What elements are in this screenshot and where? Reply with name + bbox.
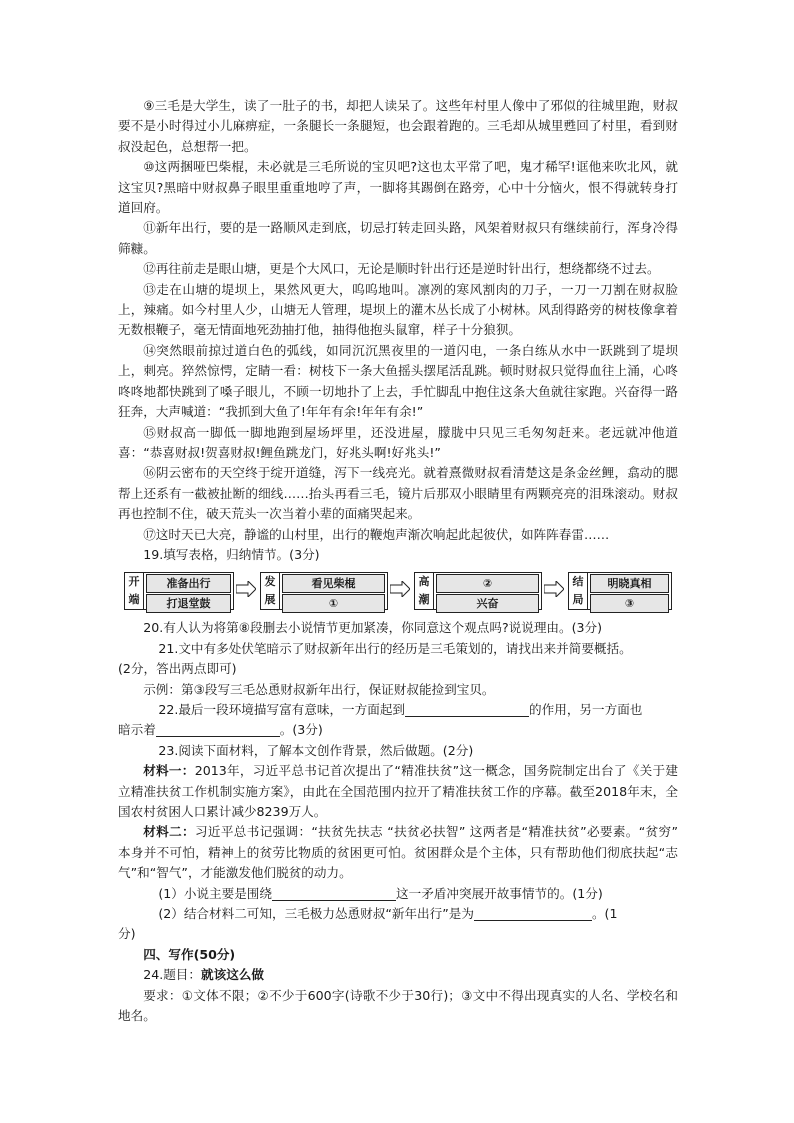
flow-cell: 看见柴棍 [282, 574, 385, 593]
plot-flow-chart [124, 568, 670, 614]
arrow-right-icon [390, 581, 410, 597]
answer-blank[interactable] [156, 722, 280, 737]
question-23-1-text-1: (1）小说主要是围绕 [158, 885, 272, 901]
question-23-1-text-2: 这一矛盾冲突展开故事情节的。(1分) [396, 885, 603, 901]
flow-cell-blank-1: ① [282, 594, 385, 613]
question-22-text-1: 22.最后一段环境描写富有意味，一方面起到 [158, 701, 406, 717]
flow-label-top: 高 [418, 575, 430, 589]
material-1-label: 材料一： [143, 763, 195, 779]
paragraph-13: ⑬走在山塘的堤坝上，果然风更大，呜呜地叫。凛冽的寒风割肉的刀子，一刀一刀割在财叔脸上，辣痛。如今村里人少，山塘无人管理，堤坝上的灌木丛长成了小树林。风刮得路旁的树枝像拿着无数根鞭子，毫无情面地死劲抽打他，抽得他抱头鼠窜，样子十分狼狈。 [118, 281, 678, 338]
arrow-right-icon [236, 581, 256, 597]
paragraph-14: ⑭突然眼前掠过道白色的弧线，如同沉沉黑夜里的一道闪电，一条白练从水中一跃跳到了堤坝上，刺亮。猝然惊愕，定睛一看：树枝下一条大鱼摇头摆尾活乱跳。顿时财叔只觉得血往上涌，心咚咚咚地都快跳到了嗓子眼儿，不顾一切地扑了上去，手忙脚乱中抱住这条大鱼就往家跑。兴奋得一路狂奔，大声喊道：“我抓到大鱼了!年年有余!年年有余!” [118, 342, 678, 420]
answer-blank[interactable] [272, 886, 396, 901]
question-21-points: (2分，答出两点即可) [118, 661, 237, 677]
question-23-1 [118, 884, 678, 904]
material-1 [118, 761, 678, 822]
arrow-right-icon [544, 581, 564, 597]
question-22-text-3: 暗示着 [118, 722, 156, 738]
question-23-2-text-2: 。(1 [591, 906, 618, 922]
question-24-label: 24.题目： [143, 967, 201, 983]
paragraph-17: ⑰这时天已大亮，静谧的山村里，出行的鞭炮声渐次响起此起彼伏，如阵阵春雷…… [143, 526, 610, 542]
essay-title: 就该这么做 [201, 967, 264, 983]
question-23-2-text-1: (2）结合材料二可知，三毛极力怂恿财叔“新年出行”是为 [158, 906, 474, 922]
flow-label-top: 结 [572, 575, 584, 589]
paragraph-16: ⑯阴云密布的天空终于绽开道缝，泻下一线亮光。就着熹微财叔看清楚这是条金丝鲤，翕动的腮帮上还系有一截被扯断的细线……抬头再看三毛，镜片后那双小眼睛里有两颗亮亮的泪珠滚动。财叔再也控制不住，破天荒头一次当着小辈的面痛哭起来。 [118, 465, 678, 522]
material-1-text: 2013年，习近平总书记首次提出了“精准扶贫”这一概念，国务院制定出台了《关于建立精准扶贫工作机制实施方案》，由此在全国范围内拉开了精准扶贫工作的序幕。截至2018年末，全国农村贫困人口累计减少8239万人。 [118, 763, 679, 819]
answer-blank[interactable] [474, 906, 592, 921]
exam-page [118, 96, 678, 1026]
question-21-example: 示例：第③段写三毛怂恿财叔新年出行，保证财叔能捡到宝贝。 [143, 681, 495, 697]
paragraph-11: ⑪新年出行，要的是一路顺风走到底，切忌打转走回头路，风架着财叔只有继续前行，浑身冷得筛糠。 [118, 220, 678, 256]
material-2 [118, 822, 678, 883]
question-22-cont [118, 720, 678, 740]
question-22-text-4: 。(3分) [279, 722, 323, 738]
material-2-text: 习近平总书记强调：“扶贫先扶志 “扶贫必扶智” 这两者是“精准扶贫”必要素。“贫穷” 本身并不可怕，精神上的贫劳比物质的贫困更可怕。贫困群众是个主体，只有帮助他们彻底扶起“志气”和“智气”，才能激发他们脱贫的动力。 [118, 824, 679, 881]
flow-cell: 兴奋 [436, 594, 539, 613]
flow-group-development [260, 572, 388, 610]
question-21: 21.文中有多处伏笔暗示了财叔新年出行的经历是三毛策划的，请找出来并简要概括。 [158, 640, 632, 656]
flow-cell-blank-2: ② [436, 574, 539, 593]
question-24 [118, 965, 678, 985]
question-23-2-cont: 分) [118, 926, 136, 942]
paragraph-15: ⑮财叔高一脚低一脚地跑到屋场坪里，还没进屋，朦胧中只见三毛匆匆赶来。老远就冲他道喜：“恭喜财叔!贺喜财叔!鲤鱼跳龙门，好兆头啊!好兆头!” [118, 424, 678, 460]
section-writing-heading: 四、写作(50分) [143, 946, 236, 962]
material-2-label: 材料二： [143, 824, 195, 840]
question-20: 20.有人认为将第⑧段删去小说情节更加紧凑，你同意这个观点吗?说说理由。(3分) [143, 620, 603, 636]
flow-label-bottom: 潮 [418, 593, 430, 607]
question-19: 19.填写表格，归纳情节。(3分) [143, 546, 320, 562]
flow-cell-blank-3: ③ [590, 594, 669, 613]
paragraph-12: ⑫再往前走是眼山塘，更是个大风口，无论是顺时针出行还是逆时针出行，想绕都绕不过去。 [143, 261, 660, 277]
flow-label-top: 开 [128, 575, 140, 589]
flow-label-bottom: 局 [572, 593, 584, 607]
paragraph-9: ⑨三毛是大学生，读了一肚子的书，却把人读呆了。这些年村里人像中了邪似的往城里跑，财叔要不是小时得过小儿麻痹症，一条腿长一条腿短，也会跟着跑的。三毛却从城里甦回了村里，看到财叔没起色，总想帮一把。 [118, 98, 678, 154]
flow-group-opening [124, 572, 234, 610]
flow-cell: 明晓真相 [590, 574, 669, 593]
flow-label-bottom: 展 [264, 593, 276, 607]
question-22-text-2: 的作用，另一方面也 [529, 701, 643, 717]
writing-requirements: 要求：①文体不限；②不少于600字(诗歌不少于30行)；③文中不得出现真实的人名、学校名和地名。 [118, 987, 678, 1024]
flow-label-top: 发 [264, 575, 276, 589]
answer-blank[interactable] [405, 702, 529, 717]
flow-label-bottom: 端 [128, 593, 140, 607]
question-23: 23.阅读下面材料，了解本文创作背景，然后做题。(2分) [158, 742, 474, 758]
flow-cell: 准备出行 [146, 574, 231, 593]
flow-group-climax [414, 572, 542, 610]
question-23-2 [118, 904, 678, 924]
flow-cell: 打退堂鼓 [146, 594, 231, 613]
paragraph-10: ⑩这两捆哑巴柴棍，未必就是三毛所说的宝贝吧?这也太平常了吧，鬼才稀罕!诓他来吹北风，就这宝贝?黑暗中财叔鼻子眼里重重地哼了声，一脚将其踢倒在路旁，心中十分恼火，恨不得就转身打道回府。 [118, 159, 678, 216]
flow-group-ending [568, 572, 672, 610]
question-22 [118, 700, 678, 720]
